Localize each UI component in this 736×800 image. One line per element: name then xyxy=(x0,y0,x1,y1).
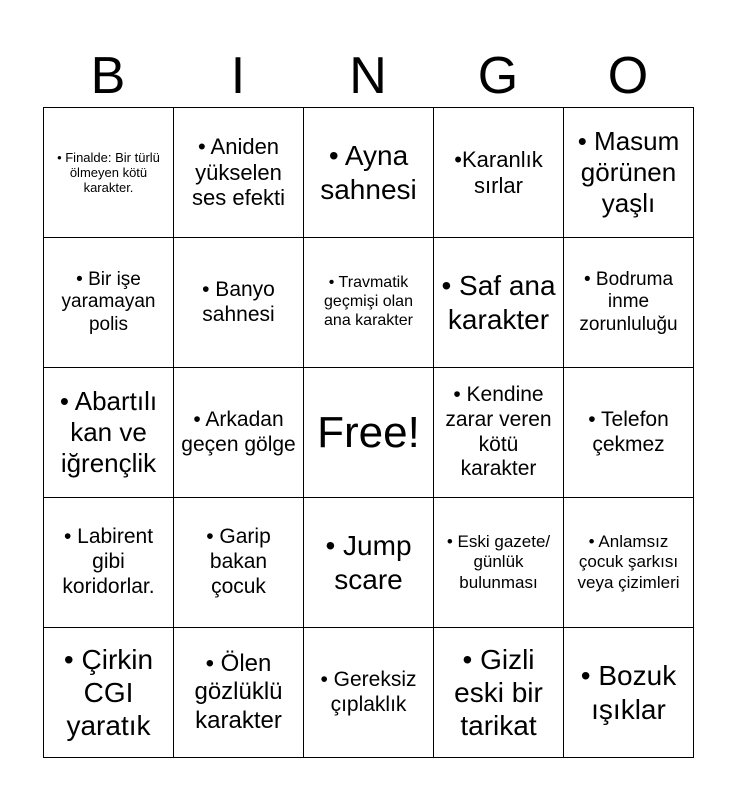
bingo-cell[interactable]: • Gereksiz çıplaklık xyxy=(304,628,434,758)
header-letter-o: O xyxy=(607,47,649,105)
bingo-cell[interactable]: • Masum görünen yaşlı xyxy=(564,108,694,238)
bingo-cell[interactable]: • Jump scare xyxy=(304,498,434,628)
bingo-cell[interactable]: • Bodruma inme zorunluluğu xyxy=(564,238,694,368)
bingo-cell[interactable]: • Eski gazete/ günlük bulunması xyxy=(434,498,564,628)
bingo-cell[interactable]: • Travmatik geçmişi olan ana karakter xyxy=(304,238,434,368)
header-letter-i: I xyxy=(230,47,246,105)
header-letter-g: G xyxy=(477,47,519,105)
bingo-cell[interactable]: • Finalde: Bir türlü ölmeyen kötü karakter. xyxy=(44,108,174,238)
bingo-cell[interactable]: • Arkadan geçen gölge xyxy=(174,368,304,498)
bingo-cell[interactable]: • Bozuk ışıklar xyxy=(564,628,694,758)
bingo-cell[interactable]: • Saf ana karakter xyxy=(434,238,564,368)
bingo-cell[interactable]: • Telefon çekmez xyxy=(564,368,694,498)
bingo-card xyxy=(43,107,694,758)
bingo-cell[interactable]: • Aniden yükselen ses efekti xyxy=(174,108,304,238)
bingo-cell[interactable]: • Kendine zarar veren kötü karakter xyxy=(434,368,564,498)
bingo-row xyxy=(44,238,694,368)
bingo-row xyxy=(44,628,694,758)
bingo-cell[interactable]: • Anlamsız çocuk şarkısı veya çizimleri xyxy=(564,498,694,628)
header-letter-n: N xyxy=(349,47,387,105)
bingo-cell[interactable]: • Abartılı kan ve iğrençlik xyxy=(44,368,174,498)
bingo-cell[interactable]: • Ölen gözlüklü karakter xyxy=(174,628,304,758)
free-space[interactable]: Free! xyxy=(304,368,434,498)
bingo-cell[interactable]: • Garip bakan çocuk xyxy=(174,498,304,628)
bingo-cell[interactable]: •Karanlık sırlar xyxy=(434,108,564,238)
bingo-row xyxy=(44,368,694,498)
bingo-cell[interactable]: • Bir işe yaramayan polis xyxy=(44,238,174,368)
bingo-cell[interactable]: • Gizli eski bir tarikat xyxy=(434,628,564,758)
bingo-cell[interactable]: • Labirent gibi koridorlar. xyxy=(44,498,174,628)
header-letter-b: B xyxy=(90,47,126,105)
bingo-cell[interactable]: • Ayna sahnesi xyxy=(304,108,434,238)
bingo-cell[interactable]: • Banyo sahnesi xyxy=(174,238,304,368)
bingo-header xyxy=(43,45,693,107)
bingo-row xyxy=(44,498,694,628)
bingo-cell[interactable]: • Çirkin CGI yaratık xyxy=(44,628,174,758)
bingo-row xyxy=(44,108,694,238)
